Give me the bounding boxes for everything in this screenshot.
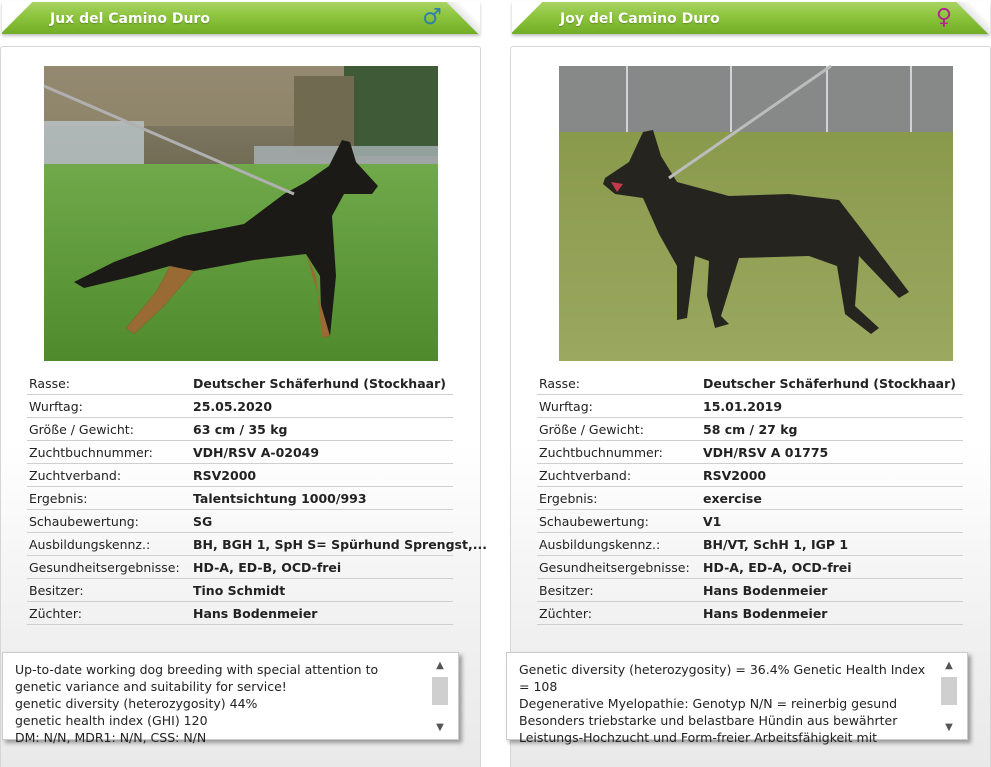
dog-details-table (27, 372, 487, 625)
detail-label: Schaubewertung: (539, 514, 649, 529)
dog-details-table (537, 372, 963, 625)
dog-name-title[interactable]: Joy del Camino Duro (560, 11, 720, 27)
description-line: Genetic diversity (heterozygosity) = 36.4% Genetic Health Index = 108 (519, 662, 926, 694)
detail-label: Gesundheitsergebnisse: (29, 560, 180, 575)
detail-label: Züchter: (539, 606, 593, 621)
detail-value: SG (193, 514, 213, 529)
detail-label: Besitzer: (29, 583, 84, 598)
description-text (15, 661, 428, 746)
detail-row-zuchtbuchnummer (27, 441, 453, 464)
detail-row-wurftag (537, 395, 963, 418)
detail-label: Schaubewertung: (29, 514, 139, 529)
detail-row-zuchtverband (537, 464, 963, 487)
detail-label: Wurftag: (539, 399, 593, 414)
description-scrollbar[interactable] (432, 659, 448, 735)
detail-row-gesundheit (27, 556, 453, 579)
detail-value: RSV2000 (703, 468, 767, 483)
detail-value: Talentsichtung 1000/993 (193, 491, 367, 506)
detail-label: Zuchtbuchnummer: (29, 445, 153, 460)
male-symbol-icon: ♂ (422, 5, 442, 30)
detail-value: Tino Schmidt (193, 583, 286, 598)
scroll-down-icon[interactable]: ▼ (436, 722, 444, 733)
detail-label: Rasse: (29, 376, 70, 391)
detail-row-schaubewertung (537, 510, 963, 533)
detail-value: Deutscher Schäferhund (Stockhaar) (193, 376, 446, 391)
detail-label: Ausbildungskennz.: (29, 537, 151, 552)
detail-label: Ergebnis: (29, 491, 88, 506)
description-line: DM: N/N, MDR1: N/N, CSS: N/N (15, 730, 207, 745)
detail-row-groesse (537, 418, 963, 441)
card-header-ribbon (2, 2, 480, 34)
detail-row-gesundheit (537, 556, 963, 579)
detail-value: VDH/RSV A-02049 (193, 445, 320, 460)
detail-label: Zuchtverband: (539, 468, 632, 483)
description-line: Besonders triebstarke und belastbare Hündin aus bewährter Leistungs-Hochzucht und Form-freier Arbeitsfähigkeit mit (519, 713, 898, 745)
detail-value: BH, BGH 1, SpH S= Spürhund Sprengst,... (193, 537, 487, 552)
detail-value: 63 cm / 35 kg (193, 422, 288, 437)
dog-photo[interactable] (559, 66, 953, 361)
description-scrollbar[interactable] (941, 659, 957, 735)
detail-row-rasse (537, 372, 963, 395)
description-text (519, 661, 937, 746)
dog-card-jux (0, 0, 487, 766)
description-textbox[interactable] (506, 652, 968, 745)
description-line: Up-to-date working dog breeding with special attention to genetic variance and suitability for service! (15, 662, 379, 694)
dog-name-title[interactable]: Jux del Camino Duro (50, 11, 210, 27)
detail-row-zuechter (27, 602, 453, 625)
detail-row-besitzer (537, 579, 963, 602)
detail-value: HD-A, ED-A, OCD-frei (703, 560, 852, 575)
detail-value: exercise (703, 491, 762, 506)
detail-row-groesse (27, 418, 453, 441)
scroll-thumb[interactable] (941, 677, 957, 705)
detail-row-zuchtverband (27, 464, 453, 487)
detail-value: Hans Bodenmeier (703, 583, 828, 598)
detail-value: 25.05.2020 (193, 399, 273, 414)
detail-row-rasse (27, 372, 453, 395)
ribbon-fold-left (512, 2, 542, 34)
ribbon-fold-right (446, 2, 480, 34)
detail-label: Wurftag: (29, 399, 83, 414)
detail-label: Größe / Gewicht: (539, 422, 644, 437)
detail-value: BH/VT, SchH 1, IGP 1 (703, 537, 849, 552)
female-symbol-icon: ♀ (935, 5, 952, 30)
scroll-down-icon[interactable]: ▼ (945, 722, 953, 733)
detail-row-besitzer (27, 579, 453, 602)
description-line: Degenerative Myelopathie: Genotyp N/N = reinerbig gesund (519, 696, 898, 711)
detail-label: Ergebnis: (539, 491, 598, 506)
dog-card-joy (510, 0, 990, 766)
detail-row-zuchtbuchnummer (537, 441, 963, 464)
detail-row-ausbildungskennz (537, 533, 963, 556)
detail-row-ergebnis (537, 487, 963, 510)
detail-label: Besitzer: (539, 583, 594, 598)
card-header-ribbon (512, 2, 990, 34)
detail-value: VDH/RSV A 01775 (703, 445, 829, 460)
detail-label: Züchter: (29, 606, 83, 621)
detail-value: 15.01.2019 (703, 399, 783, 414)
detail-value: RSV2000 (193, 468, 257, 483)
ribbon-fold-right (956, 2, 990, 34)
detail-value: 58 cm / 27 kg (703, 422, 798, 437)
detail-row-zuechter (537, 602, 963, 625)
detail-row-ergebnis (27, 487, 453, 510)
detail-label: Ausbildungskennz.: (539, 537, 661, 552)
detail-value: HD-A, ED-B, OCD-frei (193, 560, 342, 575)
scroll-thumb[interactable] (432, 677, 448, 705)
detail-label: Größe / Gewicht: (29, 422, 134, 437)
detail-label: Zuchtbuchnummer: (539, 445, 663, 460)
detail-value: Deutscher Schäferhund (Stockhaar) (703, 376, 956, 391)
detail-row-wurftag (27, 395, 453, 418)
ribbon-fold-left (2, 2, 32, 34)
detail-value: V1 (703, 514, 722, 529)
description-textbox[interactable] (2, 652, 459, 745)
detail-value: Hans Bodenmeier (703, 606, 828, 621)
detail-label: Gesundheitsergebnisse: (539, 560, 690, 575)
description-line: genetic diversity (heterozygosity) 44% (15, 696, 258, 711)
scroll-up-icon[interactable]: ▲ (945, 660, 953, 671)
detail-value: Hans Bodenmeier (193, 606, 318, 621)
detail-row-ausbildungskennz (27, 533, 487, 556)
dog-photo[interactable] (44, 66, 438, 361)
description-line: genetic health index (GHI) 120 (15, 713, 208, 728)
scroll-up-icon[interactable]: ▲ (436, 660, 444, 671)
detail-label: Zuchtverband: (29, 468, 122, 483)
detail-row-schaubewertung (27, 510, 453, 533)
detail-label: Rasse: (539, 376, 580, 391)
